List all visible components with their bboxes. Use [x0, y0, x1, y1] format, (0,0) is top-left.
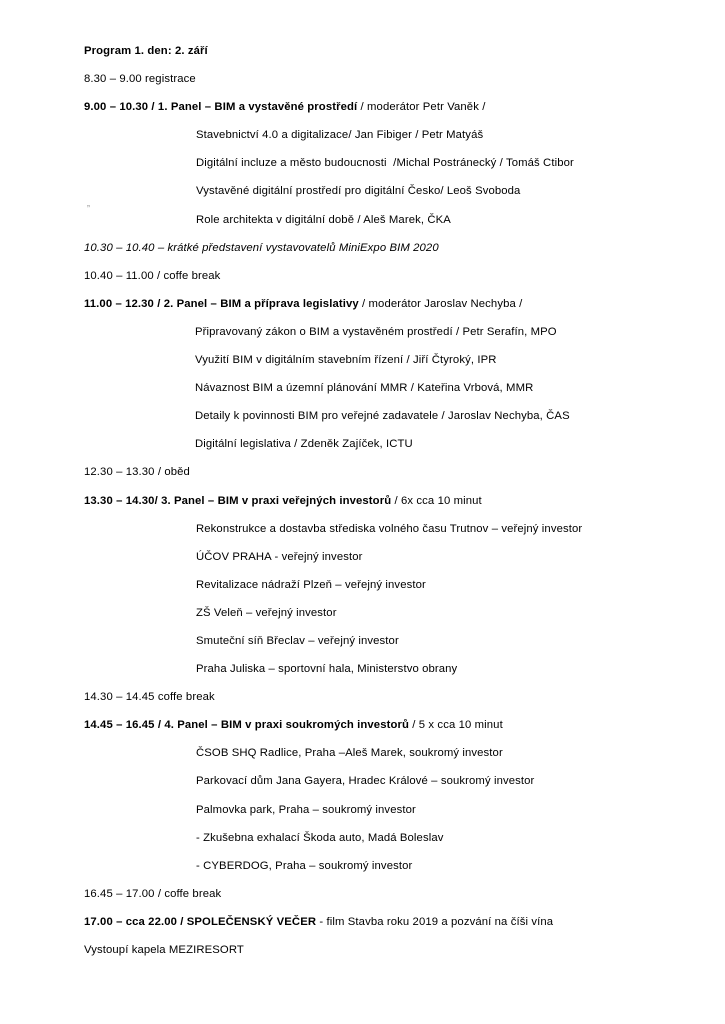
panel-4-project-4: - Zkušebna exhalací Škoda auto, Madá Boleslav	[196, 831, 444, 844]
panel-1-talk-1: Stavebnictví 4.0 a digitalizace/ Jan Fibiger / Petr Matyáš	[196, 129, 484, 142]
panel-3-project-2: ÚČOV PRAHA - veřejný investor	[196, 550, 363, 563]
panel-3-heading	[84, 495, 641, 508]
panel-2-heading	[84, 298, 641, 311]
social-evening-heading	[84, 916, 641, 929]
coffee-break-1: 10.40 – 11.00 / coffe break	[84, 269, 221, 282]
panel-4-heading-normal-part: / 5 x cca 10 minut	[409, 719, 503, 732]
panel-3-project-1: Rekonstrukce a dostavba střediska volného času Trutnov – veřejný investor	[196, 522, 583, 535]
lunch-break: 12.30 – 13.30 / oběd	[84, 466, 190, 479]
schedule-registration: 8.30 – 9.00 registrace	[84, 73, 196, 86]
panel-1-talk-3: Vystavěné digitální prostředí pro digitální Česko/ Leoš Svoboda	[196, 185, 521, 198]
program-day-title: Program 1. den: 2. září	[84, 45, 208, 57]
panel-2-talk-3: Návaznost BIM a územní plánování MMR / Kateřina Vrbová, MMR	[195, 382, 534, 395]
panel-1-talk-2: Digitální incluze a město budoucnosti /Michal Postránecký / Tomáš Ctibor	[196, 157, 574, 170]
panel-4-heading-bold-part: 14.45 – 16.45 / 4. Panel – BIM v praxi soukromých investorů	[84, 719, 410, 732]
panel-1-heading-bold-part: 9.00 – 10.30 / 1. Panel – BIM a vystavěné prostředí	[84, 101, 358, 114]
panel-2-heading-bold-part: 11.00 – 12.30 / 2. Panel – BIM a příprava legislativy	[84, 297, 359, 310]
panel-4-project-3: Palmovka park, Praha – soukromý investor	[196, 803, 416, 816]
scan-artifact-mark: ˮ	[87, 204, 90, 214]
panel-4-project-2: Parkovací dům Jana Gayera, Hradec Králové – soukromý investor	[196, 775, 535, 788]
coffee-break-3: 16.45 – 17.00 / coffe break	[84, 887, 222, 900]
panel-2-heading-normal-part: / moderátor Jaroslav Nechyba /	[358, 297, 523, 310]
panel-3-heading-normal-part: / 6x cca 10 minut	[391, 494, 482, 507]
panel-3-project-6: Praha Juliska – sportovní hala, Ministerstvo obrany	[196, 663, 458, 676]
panel-1-heading	[84, 101, 641, 114]
panel-1-heading-normal-part: / moderátor Petr Vaněk /	[357, 101, 486, 114]
social-evening-heading-bold-part: 17.00 – cca 22.00 / SPOLEČENSKÝ VEČER	[84, 915, 317, 928]
panel-4-project-5: - CYBERDOG, Praha – soukromý investor	[196, 859, 413, 872]
panel-3-project-4: ZŠ Veleň – veřejný investor	[196, 606, 337, 619]
panel-2-talk-1: Připravovaný zákon o BIM a vystavěném prostředí / Petr Serafín, MPO	[195, 325, 557, 338]
miniexpo-presentation: 10.30 – 10.40 – krátké představení vystavovatelů MiniExpo BIM 2020	[84, 241, 439, 254]
social-evening-heading-normal-part: - film Stavba roku 2019 a pozvání na číši vína	[316, 915, 554, 928]
panel-3-project-3: Revitalizace nádraží Plzeň – veřejný investor	[196, 578, 426, 591]
panel-2-talk-5: Digitální legislativa / Zdeněk Zajíček, ICTU	[195, 438, 413, 451]
coffee-break-2: 14.30 – 14.45 coffe break	[84, 691, 215, 704]
panel-3-project-5: Smuteční síň Břeclav – veřejný investor	[196, 634, 399, 647]
panel-4-heading	[84, 719, 641, 732]
panel-2-talk-4: Detaily k povinnosti BIM pro veřejné zadavatele / Jaroslav Nechyba, ČAS	[195, 410, 570, 423]
panel-3-heading-bold-part: 13.30 – 14.30/ 3. Panel – BIM v praxi veřejných investorů	[84, 494, 392, 507]
panel-4-project-1: ČSOB SHQ Radlice, Praha –Aleš Marek, soukromý investor	[196, 747, 503, 760]
band-performance: Vystoupí kapela MEZIRESORT	[84, 944, 244, 956]
program-body	[84, 45, 641, 957]
panel-1-talk-4: Role architekta v digitální době / Aleš Marek, ČKA	[196, 213, 451, 226]
panel-2-talk-2: Využití BIM v digitálním stavebním řízení / Jiří Čtyroký, IPR	[195, 354, 497, 367]
